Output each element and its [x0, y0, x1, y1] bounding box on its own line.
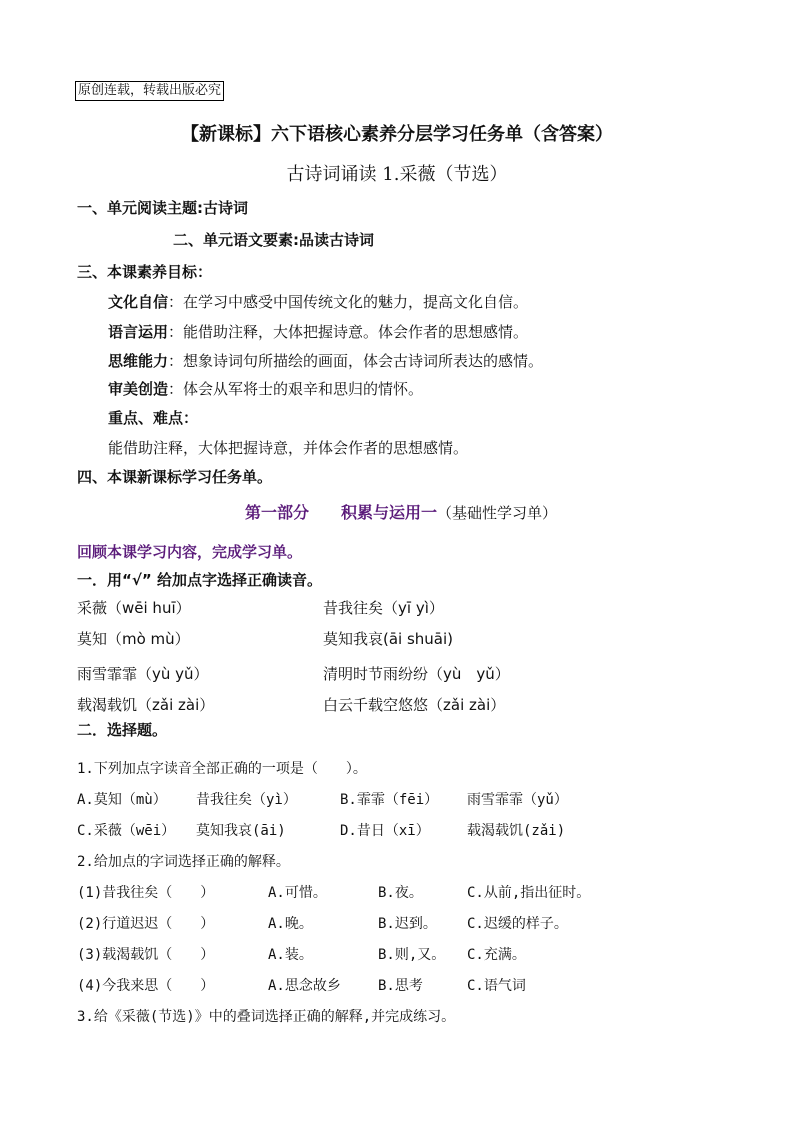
mc2-choice: C.充满。	[467, 947, 526, 963]
part-heading: 第一部分 积累与运用一（基础性学习单）	[245, 503, 558, 522]
section-task-sheet: 四、本课新课标学习任务单。	[77, 468, 273, 486]
key-points-label: 重点、难点：	[108, 409, 199, 427]
mc2-choice: A.装。	[268, 947, 313, 963]
lesson-subtitle: 古诗词诵读 1.采薇（节选）	[286, 164, 508, 185]
mc2-choice: A.思念故乡	[268, 978, 341, 994]
pinyin-item: 载渴载饥（zǎi zài）	[77, 696, 215, 714]
mc2-choice: C.从前,指出征时。	[467, 885, 591, 901]
mc2-choice: C.迟缓的样子。	[467, 916, 568, 932]
mc2-item: (2)行道迟迟（ ）	[77, 916, 215, 932]
mc-option: 载渴载饥(zǎi)	[467, 823, 566, 839]
mc-option: A.莫知（mù）	[77, 792, 167, 808]
pinyin-item: 雨雪霏霏（yù yǔ）	[77, 665, 209, 683]
mc-option: 昔我往矣（yì）	[196, 792, 297, 808]
pinyin-item: 白云千载空悠悠（zǎi zài）	[323, 696, 506, 714]
mc2-choice: C.语气词	[467, 978, 526, 994]
goal-item: 思维能力：想象诗词句所描绘的画面，体会古诗词所表达的感情。	[108, 352, 544, 370]
mc-option: 莫知我哀(āi)	[196, 823, 286, 839]
pinyin-item: 采薇（wēi huī）	[77, 599, 191, 617]
goal-item: 文化自信：在学习中感受中国传统文化的魅力，提高文化自信。	[108, 293, 529, 311]
key-points-text: 能借助注释，大体把握诗意，并体会作者的思想感情。	[108, 439, 469, 457]
document-title: 【新课标】六下语核心素养分层学习任务单（含答案）	[181, 124, 613, 145]
mc-option: 雨雪霏霏（yǔ）	[467, 792, 568, 808]
mc-question-2: 2.给加点的字词选择正确的解释。	[77, 854, 290, 870]
mc2-choice: B.迟到。	[378, 916, 437, 932]
mc-option: D.昔日（xī）	[340, 823, 430, 839]
mc2-item: (3)载渴载饥（ ）	[77, 947, 215, 963]
mc2-item: (4)今我来思（ ）	[77, 978, 215, 994]
goal-item: 语言运用：能借助注释，大体把握诗意。体会作者的思想感情。	[108, 323, 529, 341]
copyright-notice: 原创连载，转载出版必究	[75, 81, 224, 101]
pinyin-item: 清明时节雨纷纷（yù yǔ）	[323, 665, 510, 683]
mc-option: C.采薇（wēi）	[77, 823, 176, 839]
mc-question-1: 1.下列加点字读音全部正确的一项是（ ）。	[77, 761, 367, 777]
pinyin-item: 莫知（mò mù）	[77, 630, 190, 648]
question-1-title: 一．用“√” 给加点字选择正确读音。	[77, 571, 322, 589]
mc2-choice: B.夜。	[378, 885, 423, 901]
review-instruction: 回顾本课学习内容，完成学习单。	[77, 543, 303, 561]
section-unit-element: 二、单元语文要素:品读古诗词	[173, 231, 374, 249]
question-2-title: 二．选择题。	[77, 721, 168, 739]
section-goals: 三、本课素养目标：	[77, 263, 213, 281]
mc-question-3: 3.给《采薇(节选)》中的叠词选择正确的解释,并完成练习。	[77, 1009, 456, 1025]
mc2-choice: B.思考	[378, 978, 423, 994]
mc-option: B.霏霏（fēi）	[340, 792, 439, 808]
mc2-item: (1)昔我往矣（ ）	[77, 885, 215, 901]
goal-item: 审美创造：体会从军将士的艰辛和思归的情怀。	[108, 380, 424, 398]
pinyin-item: 莫知我哀(āi shuāi)	[323, 630, 454, 648]
pinyin-item: 昔我往矣（yī yì）	[323, 599, 444, 617]
section-unit-theme: 一、单元阅读主题:古诗词	[77, 199, 248, 217]
mc2-choice: A.可惜。	[268, 885, 327, 901]
mc2-choice: B.则,又。	[378, 947, 446, 963]
mc2-choice: A.晚。	[268, 916, 313, 932]
